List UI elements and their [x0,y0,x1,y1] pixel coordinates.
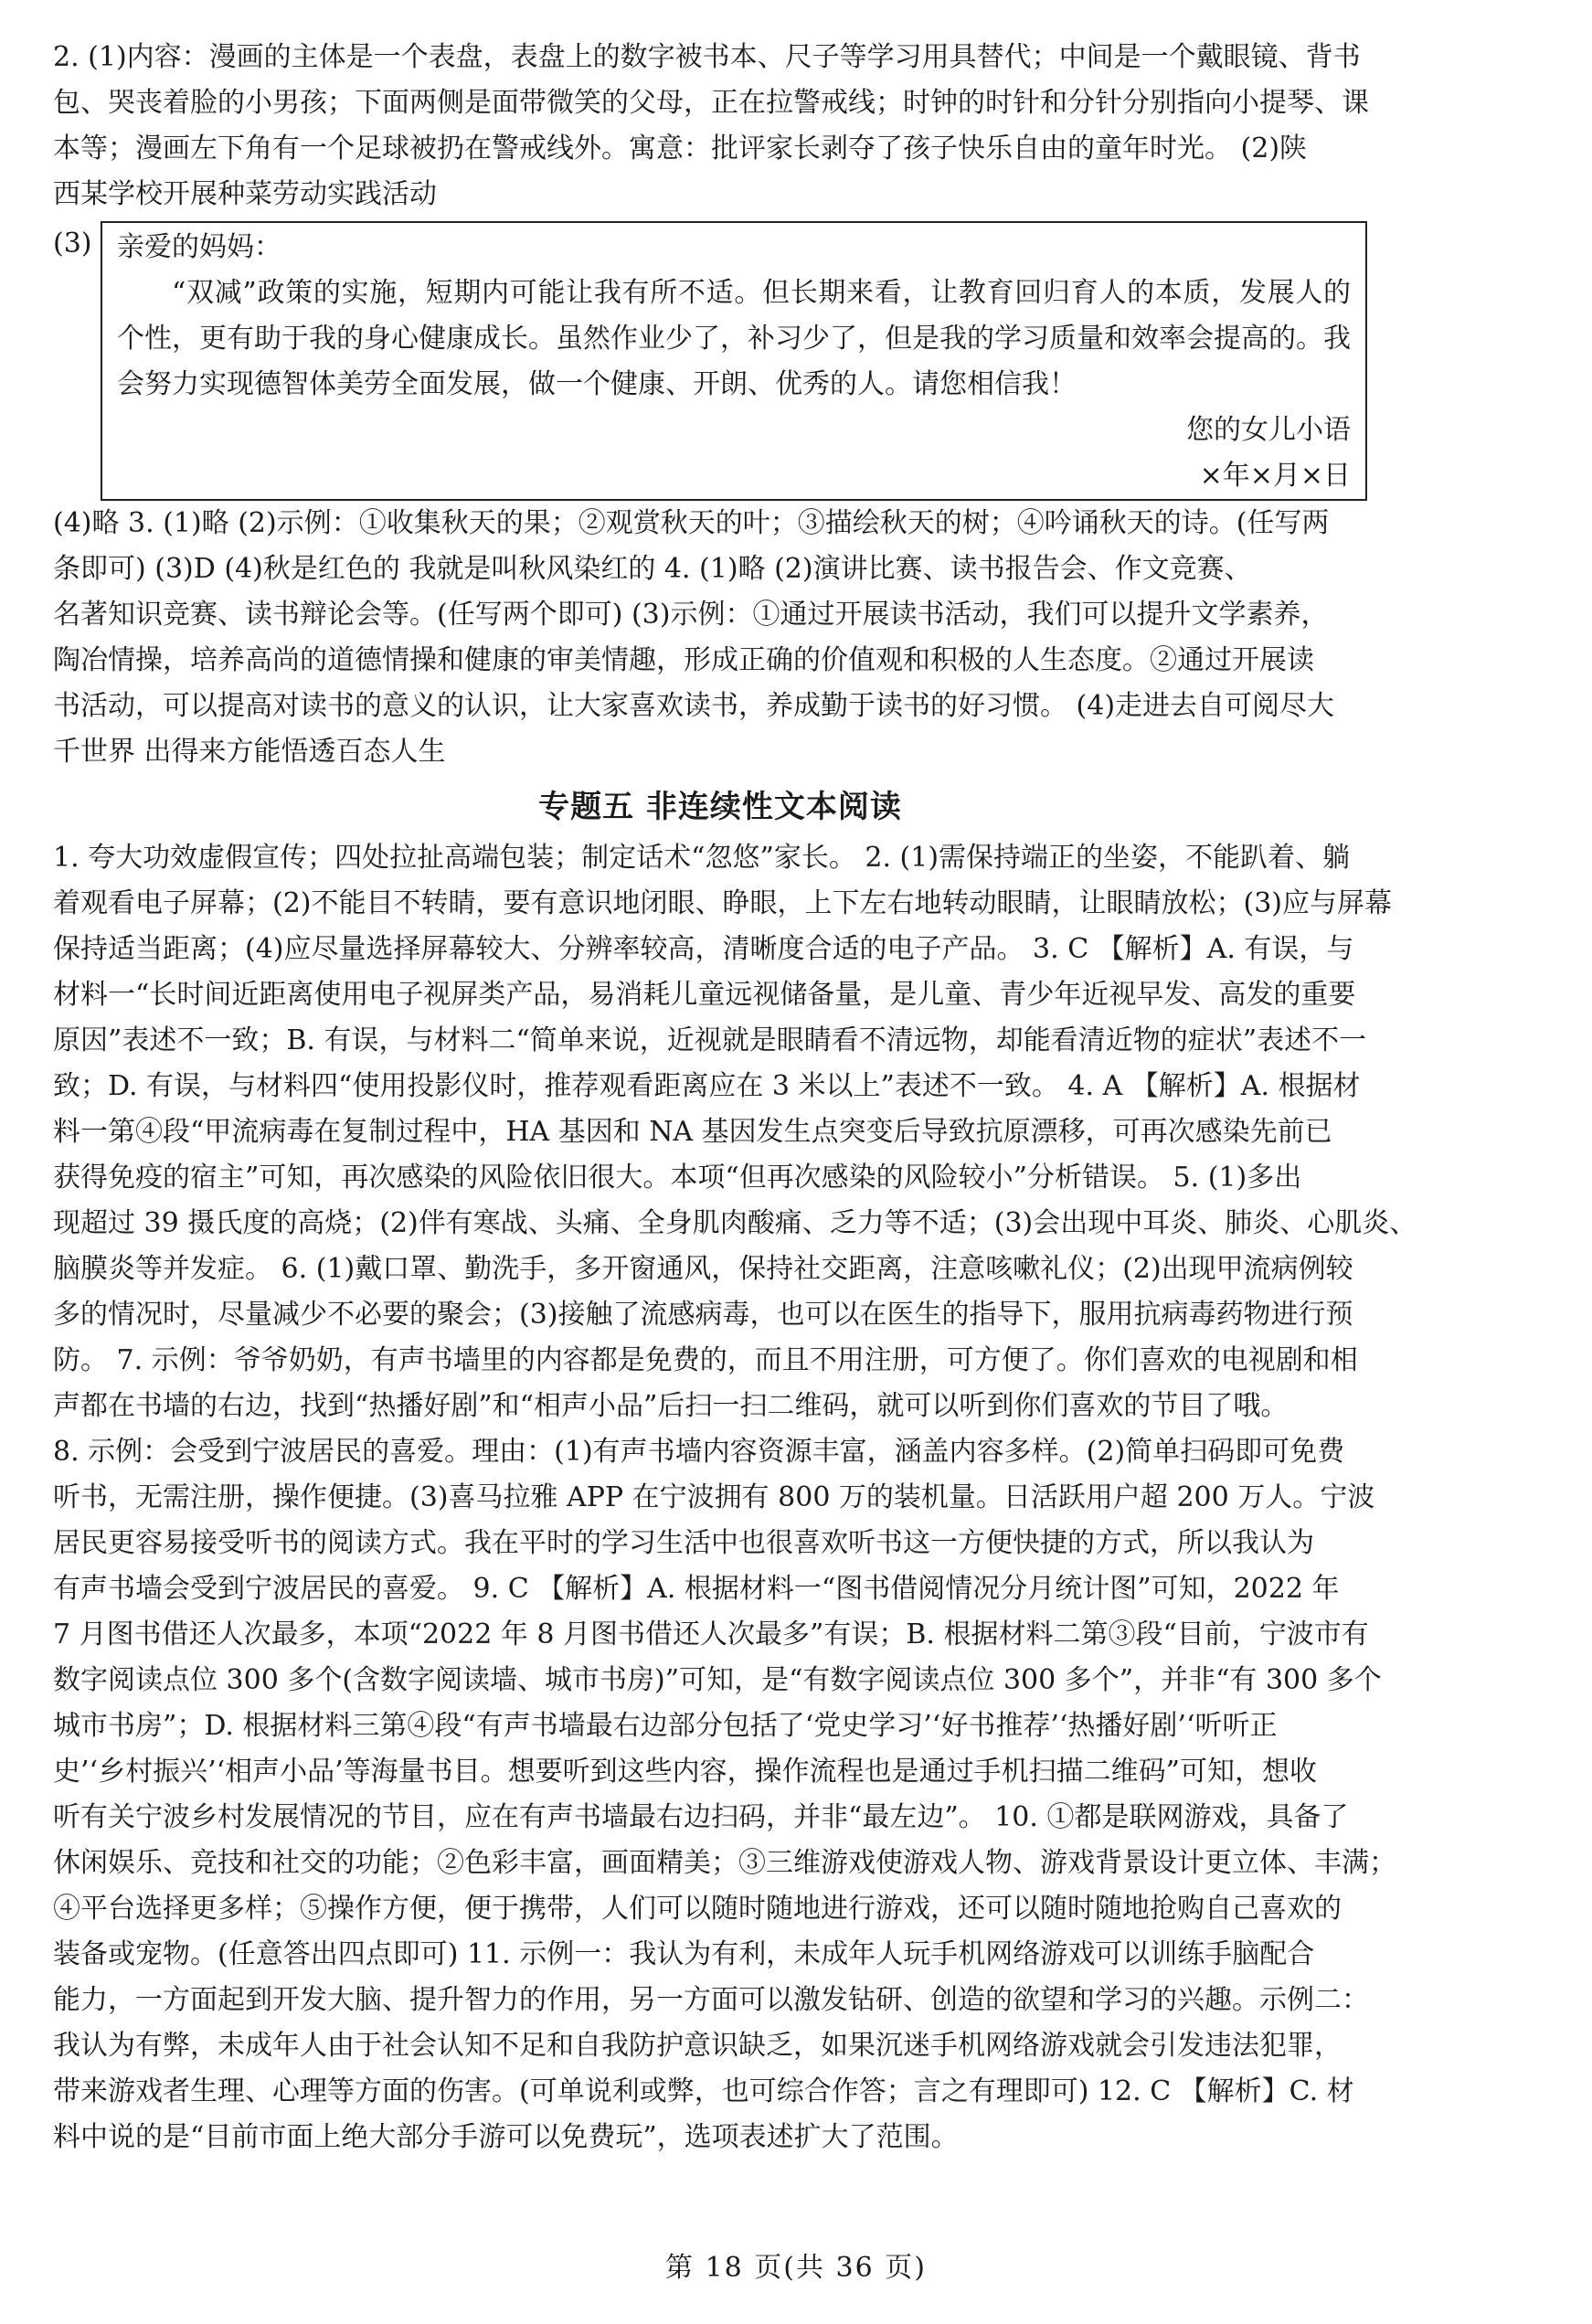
text-line: (4)略 3. (1)略 (2)示例：①收集秋天的果；②观赏秋天的叶；③描绘秋天的树；④吟诵秋天的诗。(任写两 [53,507,1330,539]
letter-tag: (3) [53,228,92,260]
text-line: 2. (1)内容：漫画的主体是一个表盘，表盘上的数字被书本、尺子等学习用具替代；中间是一个戴眼镜、背书 [53,41,1361,73]
text-line: 名著知识竞赛、读书辩论会等。(任写两个即可) (3)示例：①通过开展读书活动，我们可以提升文学素养， [53,599,1329,631]
letter-signature: 您的女儿小语 [1186,414,1351,446]
text-line: 有声书墙会受到宁波居民的喜爱。 9. C 【解析】A. 根据材料一“图书借阅情况分月统计图”可知，2022 年 [53,1573,1340,1605]
text-line: 城市书房”；D. 根据材料三第④段“有声书墙最右边部分包括了‘党史学习’‘好书推荐’‘热播好剧’‘听听正 [53,1710,1278,1742]
text-line: 本等；漫画左下角有一个足球被扔在警戒线外。寓意：批评家长剥夺了孩子快乐自由的童年时光。 (2)陕 [53,133,1308,164]
text-line: 原因”表述不一致；B. 有误，与材料二“简单来说，近视就是眼睛看不清远物，却能看清近物的症状”表述不一 [53,1024,1367,1056]
text-line: 休闲娱乐、竞技和社交的功能；②色彩丰富，画面精美；③三维游戏使游戏人物、游戏背景设计更立体、丰满； [53,1847,1396,1879]
text-line: 千世界 出得来方能悟透百态人生 [53,736,446,768]
text-line: 能力，一方面起到开发大脑、提升智力的作用，另一方面可以激发钻研、创造的欲望和学习的兴趣。示例二： [53,1984,1369,2016]
letter-body-line: 努力实现德智体美劳全面发展，做一个健康、开朗、优秀的人。请您相信我！ [144,368,1077,400]
letter-date: ×年×月×日 [1199,460,1351,492]
section-title: 专题五 非连续性文本阅读 [538,789,902,825]
text-line: 保持适当距离；(4)应尽量选择屏幕较大、分辨率较高，清晰度合适的电子产品。 3. C 【解析】A. 有误，与 [53,933,1354,965]
text-line: 史’‘乡村振兴’‘相声小品’等海量书目。想要听到这些内容，操作流程也是通过手机扫描二维码”可知，想收 [53,1756,1318,1788]
text-line: 防。 7. 示例：爷爷奶奶，有声书墙里的内容都是免费的，而且不用注册，可方便了。你们喜欢的电视剧和相 [53,1344,1358,1376]
text-line: 着观看电子屏幕；(2)不能目不转睛，要有意识地闭眼、睁眼，上下左右地转动眼睛，让眼睛放松；(3)应与屏幕 [53,887,1392,919]
page-content [53,35,1417,2160]
text-line: 带来游戏者生理、心理等方面的伤害。(可单说利或弊，也可综合作答；言之有理即可) 12. C 【解析】C. 材 [53,2075,1354,2107]
text-line: ④平台选择更多样；⑤操作方便，便于携带，人们可以随时随地进行游戏，还可以随时随地抢购自己喜欢的 [53,1893,1342,1925]
text-line: 包、哭丧着脸的小男孩；下面两侧是面带微笑的父母，正在拉警戒线；时钟的时针和分针分别指向小提琴、课 [53,87,1369,119]
text-line: 装备或宠物。(任意答出四点即可) 11. 示例一：我认为有利，未成年人玩手机网络游戏可以训练手脑配合 [53,1938,1315,1970]
text-line: 条即可) (3)D (4)秋是红色的 我就是叫秋风染红的 4. (1)略 (2)演讲比赛、读书报告会、作文竞赛、 [53,553,1252,585]
letter-body-line: 性，更有助于我的身心健康成长。虽然作业少了，补习少了，但是我的学习质量和效率会提高的。我会 [117,323,1351,400]
text-line: 现超过 39 摄氏度的高烧；(2)伴有寒战、头痛、全身肌肉酸痛、乏力等不适；(3)会出现中耳炎、肺炎、心肌炎、 [53,1207,1417,1239]
text-line: 7 月图书借还人次最多，本项“2022 年 8 月图书借还人次最多”有误；B. 根据材料二第③段“目前，宁波市有 [53,1618,1369,1650]
text-line: 陶冶情操，培养高尚的道德情操和健康的审美情趣，形成正确的价值观和积极的人生态度。②通过开展读 [53,644,1314,676]
text-line: 我认为有弊，未成年人由于社会认知不足和自我防护意识缺乏，如果沉迷手机网络游戏就会引发违法犯罪， [53,2030,1342,2062]
text-line: 1. 夸大功效虚假宣传；四处拉扯高端包装；制定话术“忽悠”家长。 2. (1)需保持端正的坐姿，不能趴着、躺 [53,842,1351,874]
page-number: 第 18 页(共 36 页) [665,2252,927,2284]
letter-box [101,221,1367,501]
letter-body-line: “双减”政策的实施，短期内可能让我有所不适。但长期来看，让教育回归育人的本质，发展人的个 [117,277,1351,355]
text-line: 料一第④段“甲流病毒在复制过程中，HA 基因和 NA 基因发生点突变后导致抗原漂移，可再次感染先前已 [53,1116,1332,1148]
text-line: 致；D. 有误，与材料四“使用投影仪时，推荐观看距离应在 3 米以上”表述不一致。 4. A 【解析】A. 根据材 [53,1070,1361,1102]
text-line: 居民更容易接受听书的阅读方式。我在平时的学习生活中也很喜欢听书这一方便快捷的方式，所以我认为 [53,1527,1314,1559]
text-line: 声都在书墙的右边，找到“热播好剧”和“相声小品”后扫一扫二维码，就可以听到你们喜欢的节目了哦。 [53,1390,1289,1422]
letter-answer [53,221,1387,501]
text-line: 数字阅读点位 300 多个(含数字阅读墙、城市书房)”可知，是“有数字阅读点位 300 多个”，并非“有 300 多个 [53,1664,1382,1696]
text-line: 料中说的是“目前市面上绝大部分手游可以免费玩”，选项表述扩大了范围。 [53,2121,959,2153]
letter-greeting: 亲爱的妈妈： [117,231,281,263]
answer-block-a [53,35,1387,218]
letter-body [117,271,1351,408]
answer-block-b [53,501,1387,775]
text-line: 听有关宁波乡村发展情况的节目，应在有声书墙最右边扫码，并非“最左边”。 10. ①都是联网游戏，具备了 [53,1801,1349,1833]
text-line: 听书，无需注册，操作便捷。(3)喜马拉雅 APP 在宁波拥有 800 万的装机量。日活跃用户超 200 万人。宁波 [53,1481,1375,1513]
text-line: 材料一“长时间近距离使用电子视屏类产品，易消耗儿童远视储备量，是儿童、青少年近视早发、高发的重要 [53,979,1356,1011]
text-line: 脑膜炎等并发症。 6. (1)戴口罩、勤洗手，多开窗通风，保持社交距离，注意咳嗽礼仪；(2)出现甲流病例较 [53,1253,1353,1285]
text-line: 书活动，可以提高对读书的意义的认识，让大家喜欢读书，养成勤于读书的好习惯。 (4)走进去自可阅尽大 [53,690,1335,722]
answer-block-c [53,835,1417,1429]
text-line: 获得免疫的宿主”可知，再次感染的风险依旧很大。本项“但再次感染的风险较小”分析错误。 5. (1)多出 [53,1162,1302,1194]
answer-block-d [53,1429,1396,2160]
text-line: 多的情况时，尽量减少不必要的聚会；(3)接触了流感病毒，也可以在医生的指导下，服用抗病毒药物进行预 [53,1299,1353,1331]
text-line: 8. 示例：会受到宁波居民的喜爱。理由：(1)有声书墙内容资源丰富，涵盖内容多样。(2)简单扫码即可免费 [53,1436,1345,1468]
text-line: 西某学校开展种菜劳动实践活动 [53,178,437,210]
